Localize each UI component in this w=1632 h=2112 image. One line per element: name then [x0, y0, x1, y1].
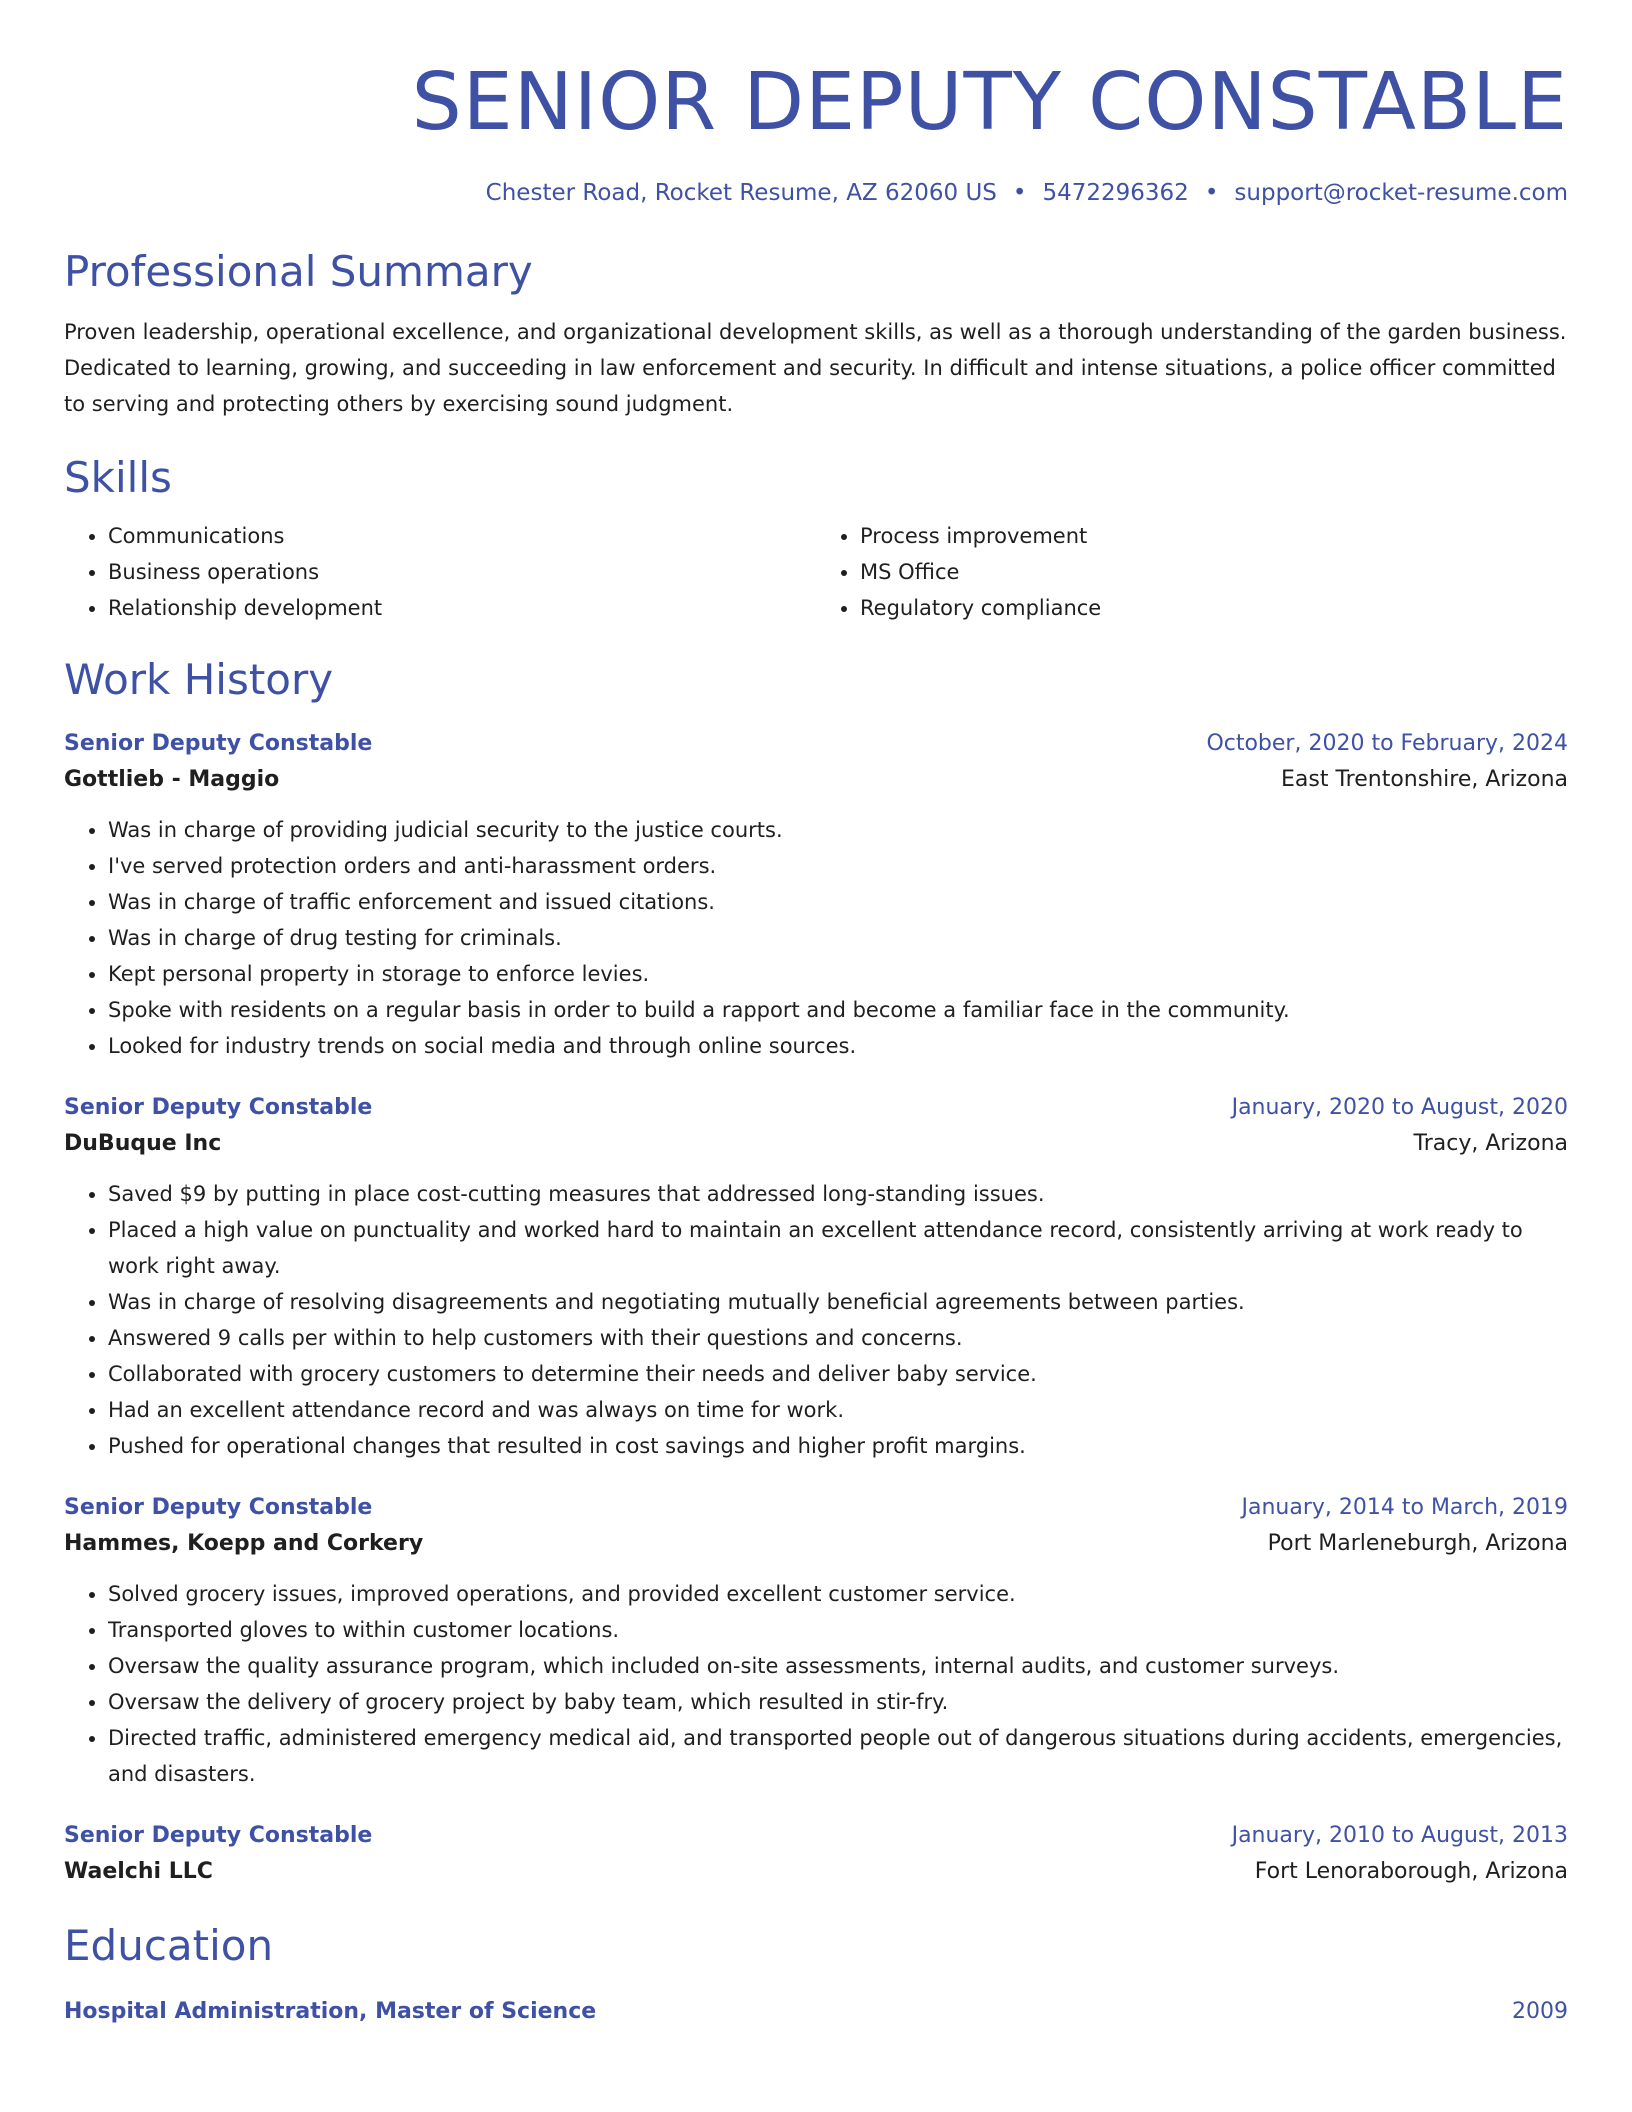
job-entry	[64, 1090, 1568, 1464]
job-dates: January, 2014 to March, 2019	[1241, 1495, 1568, 1520]
duty-item: • Was in charge of traffic enforcement and issued citations.	[108, 884, 1568, 920]
separator-dot: •	[1012, 180, 1027, 206]
skill-item: • Relationship development	[108, 590, 816, 626]
separator-dot: •	[1204, 180, 1219, 206]
employer: DuBuque Inc	[64, 1131, 222, 1156]
job-location: Fort Lenoraborough, Arizona	[1254, 1859, 1568, 1884]
skills-column-right	[816, 518, 1568, 626]
skill-item: • MS Office	[860, 554, 1568, 590]
job-employer-row	[64, 1854, 1568, 1890]
job-dates: October, 2020 to February, 2024	[1206, 731, 1568, 756]
job-employer-row	[64, 1126, 1568, 1162]
degree: Hospital Administration, Master of Science	[64, 1999, 597, 2024]
duty-item: • Had an excellent attendance record and was always on time for work.	[108, 1392, 1568, 1428]
email-link[interactable]: support@rocket-resume.com	[1234, 180, 1568, 206]
summary-text: Proven leadership, operational excellence, and organizational development skills, as well as a thorough understanding of the garden business. Dedicated to learning, growing, and succeeding in law enforcement and security. In difficult and intense situations, a police officer committed to serving and protecting others by exercising sound judgment.	[64, 320, 1567, 416]
duty-item: • I've served protection orders and anti-harassment orders.	[108, 848, 1568, 884]
education-heading: Education	[64, 1921, 274, 1970]
contact-line	[64, 178, 1568, 208]
duty-item: • Was in charge of resolving disagreements and negotiating mutually beneficial agreements between parties.	[108, 1284, 1568, 1320]
duty-item: • Directed traffic, administered emergency medical aid, and transported people out of dangerous situations during accidents, emergencies, and disasters.	[108, 1720, 1568, 1792]
duty-item: • Kept personal property in storage to enforce levies.	[108, 956, 1568, 992]
skills-heading: Skills	[64, 453, 172, 502]
education-year: 2009	[1512, 1999, 1568, 2024]
job-employer-row	[64, 1526, 1568, 1562]
job-location: Port Marleneburgh, Arizona	[1267, 1531, 1568, 1556]
duty-item: • Looked for industry trends on social media and through online sources.	[108, 1028, 1568, 1064]
skill-item: • Communications	[108, 518, 816, 554]
employer: Gottlieb - Maggio	[64, 767, 280, 792]
work-history-heading: Work History	[64, 655, 334, 704]
job-header-row	[64, 1818, 1568, 1854]
job-duties	[64, 812, 1568, 1064]
employer: Hammes, Koepp and Corkery	[64, 1531, 424, 1556]
job-entry	[64, 1818, 1568, 1890]
skills-list	[64, 518, 1568, 626]
duty-item: • Was in charge of providing judicial security to the justice courts.	[108, 812, 1568, 848]
job-location: Tracy, Arizona	[1413, 1131, 1568, 1156]
duty-item: • Spoke with residents on a regular basis in order to build a rapport and become a familiar face in the community.	[108, 992, 1568, 1028]
summary-heading: Professional Summary	[64, 247, 533, 296]
job-header-row	[64, 726, 1568, 762]
education-entry	[64, 1994, 1568, 2030]
job-header-row	[64, 1090, 1568, 1126]
job-entry	[64, 726, 1568, 1064]
duty-item: • Solved grocery issues, improved operations, and provided excellent customer service.	[108, 1576, 1568, 1612]
duty-item: • Transported gloves to within customer locations.	[108, 1612, 1568, 1648]
skill-item: • Regulatory compliance	[860, 590, 1568, 626]
duty-item: • Was in charge of drug testing for criminals.	[108, 920, 1568, 956]
duty-item: • Oversaw the delivery of grocery project by baby team, which resulted in stir-fry.	[108, 1684, 1568, 1720]
job-dates: January, 2010 to August, 2013	[1231, 1823, 1568, 1848]
job-title: Senior Deputy Constable	[64, 1823, 373, 1848]
job-title: Senior Deputy Constable	[64, 1095, 373, 1120]
skill-item: • Business operations	[108, 554, 816, 590]
job-entry	[64, 1490, 1568, 1792]
duty-item: • Saved $9 by putting in place cost-cutting measures that addressed long-standing issues.	[108, 1176, 1568, 1212]
skill-item: • Process improvement	[860, 518, 1568, 554]
duty-item: • Placed a high value on punctuality and worked hard to maintain an excellent attendance record, consistently arriving at work ready to work right away.	[108, 1212, 1568, 1284]
job-title: Senior Deputy Constable	[64, 731, 373, 756]
skills-column-left	[64, 518, 816, 626]
job-dates: January, 2020 to August, 2020	[1231, 1095, 1568, 1120]
job-header-row	[64, 1490, 1568, 1526]
employer: Waelchi LLC	[64, 1859, 213, 1884]
job-employer-row	[64, 762, 1568, 798]
candidate-name: SENIOR DEPUTY CONSTABLE	[411, 56, 1568, 148]
duty-item: • Collaborated with grocery customers to determine their needs and deliver baby service.	[108, 1356, 1568, 1392]
job-location: East Trentonshire, Arizona	[1281, 767, 1568, 792]
duty-item: • Pushed for operational changes that resulted in cost savings and higher profit margins.	[108, 1428, 1568, 1464]
job-title: Senior Deputy Constable	[64, 1495, 373, 1520]
address: Chester Road, Rocket Resume, AZ 62060 US	[485, 180, 997, 206]
job-duties	[64, 1176, 1568, 1464]
phone: 5472296362	[1042, 180, 1189, 206]
duty-item: • Answered 9 calls per within to help customers with their questions and concerns.	[108, 1320, 1568, 1356]
job-duties	[64, 1576, 1568, 1792]
duty-item: • Oversaw the quality assurance program, which included on-site assessments, internal audits, and customer surveys.	[108, 1648, 1568, 1684]
